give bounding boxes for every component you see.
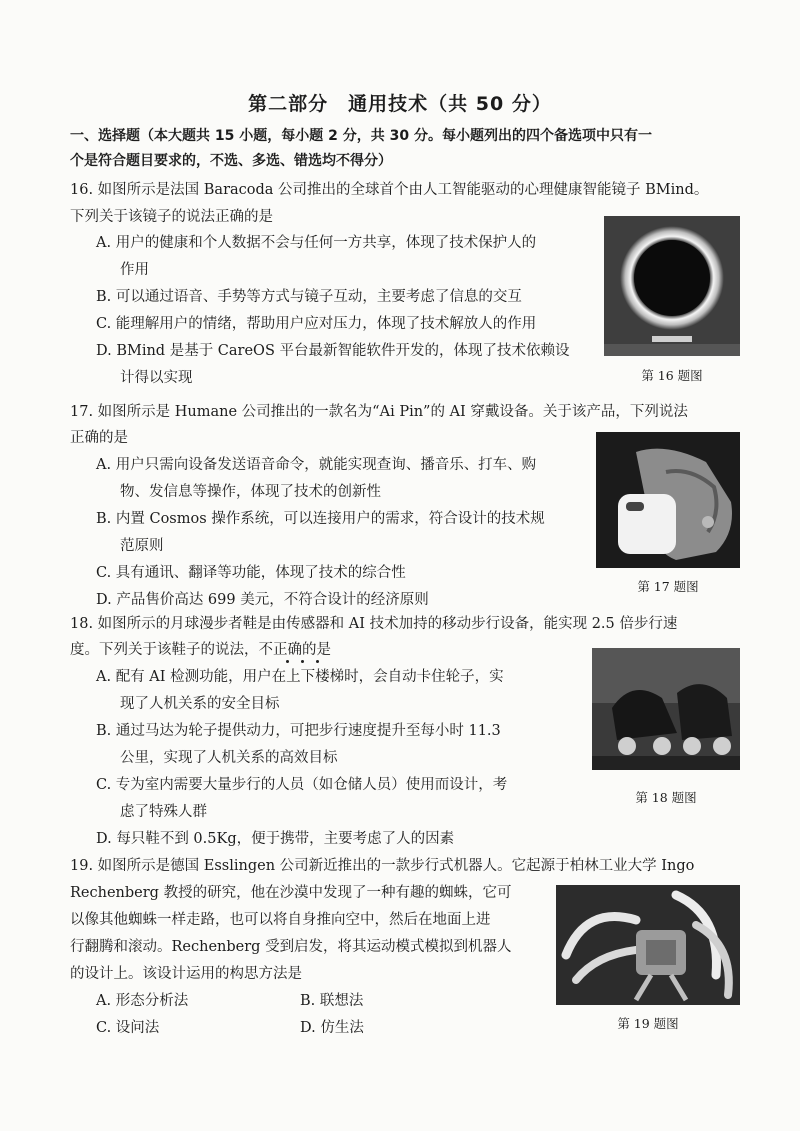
q16-stem-line2: 下列关于该镜子的说法正确的是 — [70, 209, 273, 225]
q19-stem-line3: 以像其他蜘蛛一样走路，也可以将自身推向空中，然后在地面上进 — [70, 912, 491, 928]
q19-stem-line4: 行翻腾和滚动。Rechenberg 受到启发，将其运动模式模拟到机器人 — [70, 939, 512, 955]
q16-stem-line1: 16. 如图所示是法国 Baracoda 公司推出的全球首个由人工智能驱动的心理健康智能镜子 BMind。 — [70, 182, 709, 198]
q19-option-d: D. 仿生法 — [300, 1020, 364, 1036]
q17-option-c: C. 具有通讯、翻译等功能，体现了技术的综合性 — [96, 565, 406, 581]
q19-option-a: A. 形态分析法 — [96, 993, 189, 1009]
q19-stem-line1: 19. 如图所示是德国 Esslingen 公司新近推出的一款步行式机器人。它起源于柏林工业大学 Ingo — [70, 858, 695, 874]
q17-ai-pin-image — [596, 432, 740, 568]
q17-option-d: D. 产品售价高达 699 美元，不符合设计的经济原则 — [96, 592, 429, 608]
q18-option-d: D. 每只鞋不到 0.5Kg，便于携带，主要考虑了人的因素 — [96, 831, 455, 847]
section-instruction-line2: 个是符合题目要求的，不选、多选、错选均不得分） — [70, 153, 392, 169]
q19-option-b: B. 联想法 — [300, 993, 364, 1009]
q18-option-b-line1: B. 通过马达为轮子提供动力，可把步行速度提升至每小时 11.3 — [96, 723, 501, 739]
q19-robot-image — [556, 885, 740, 1005]
q18-option-b-line2: 公里，实现了人机关系的高效目标 — [120, 750, 338, 766]
q19-figure-caption: 第 19 题图 — [617, 1016, 679, 1031]
emphasis-dot — [316, 660, 319, 663]
q17-figure-caption: 第 17 题图 — [637, 579, 699, 594]
q19-stem-line5: 的设计上。该设计运用的构思方法是 — [70, 966, 302, 982]
q18-shoes-image — [592, 648, 740, 770]
page-title: 第二部分 通用技术（共 50 分） — [248, 93, 552, 115]
q18-figure-caption: 第 18 题图 — [635, 790, 697, 805]
q16-option-a-line1: A. 用户的健康和个人数据不会与任何一方共享，体现了技术保护人的 — [96, 235, 537, 251]
q17-option-a-line2: 物、发信息等操作，体现了技术的创新性 — [120, 484, 381, 500]
q16-option-b: B. 可以通过语音、手势等方式与镜子互动，主要考虑了信息的交互 — [96, 289, 522, 305]
q16-option-d-line2: 计得以实现 — [120, 370, 193, 386]
q19-stem-line2: Rechenberg 教授的研究，他在沙漠中发现了一种有趣的蜘蛛，它可 — [70, 885, 512, 901]
q19-option-c: C. 设问法 — [96, 1020, 160, 1036]
q16-figure-caption: 第 16 题图 — [641, 368, 703, 383]
q17-option-b-line2: 范原则 — [120, 538, 164, 554]
q18-stem-line1: 18. 如图所示的月球漫步者鞋是由传感器和 AI 技术加持的移动步行设备，能实现 2.5 倍步行速 — [70, 616, 678, 632]
q16-option-d-line1: D. BMind 是基于 CareOS 平台最新智能软件开发的，体现了技术依赖设 — [96, 343, 570, 359]
section-instruction-line1: 一、选择题（本大题共 15 小题，每小题 2 分，共 30 分。每小题列出的四个备选项中只有一 — [70, 128, 652, 144]
q18-option-a-line2: 现了人机关系的安全目标 — [120, 696, 280, 712]
emphasis-dot — [301, 660, 304, 663]
q18-option-c-line2: 虑了特殊人群 — [120, 804, 207, 820]
q16-option-c: C. 能理解用户的情绪，帮助用户应对压力，体现了技术解放人的作用 — [96, 316, 537, 332]
q18-option-c-line1: C. 专为室内需要大量步行的人员（如仓储人员）使用而设计，考 — [96, 777, 508, 793]
emphasis-dot — [286, 660, 289, 663]
q16-mirror-image — [604, 216, 740, 356]
q18-option-a-line1: A. 配有 AI 检测功能，用户在上下楼梯时，会自动卡住轮子，实 — [96, 669, 504, 685]
q18-stem-line2: 度。下列关于该鞋子的说法，不正确的是 — [70, 642, 331, 658]
q17-stem-line2: 正确的是 — [70, 430, 128, 446]
q17-option-b-line1: B. 内置 Cosmos 操作系统，可以连接用户的需求，符合设计的技术规 — [96, 511, 545, 527]
q16-option-a-line2: 作用 — [120, 262, 149, 278]
q17-option-a-line1: A. 用户只需向设备发送语音命令，就能实现查询、播音乐、打车、购 — [96, 457, 537, 473]
q17-stem-line1: 17. 如图所示是 Humane 公司推出的一款名为“Ai Pin”的 AI 穿戴设备。关于该产品，下列说法 — [70, 404, 688, 420]
